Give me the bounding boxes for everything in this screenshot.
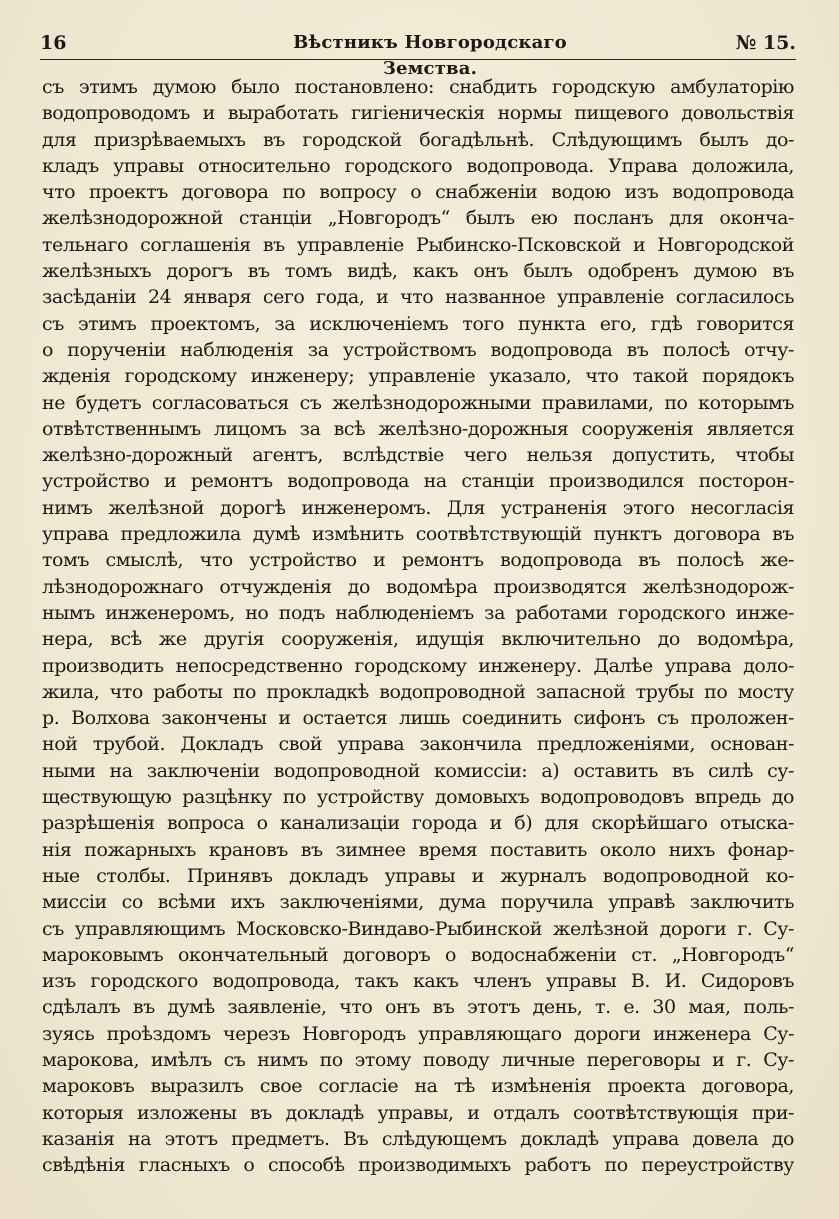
body-text [42, 74, 794, 1178]
text-line: нымъ инженеромъ, но подъ наблюденіемъ за работами городского инже- [42, 601, 794, 624]
text-line: которыя изложены въ докладѣ управы, и отдалъ соотвѣтствующія при- [42, 1101, 794, 1124]
text-line: томъ смыслѣ, что устройство и ремонтъ водопровода въ полосѣ же- [42, 549, 794, 572]
text-line: сдѣлалъ въ думѣ заявленіе, что онъ въ этотъ день, т. е. 30 мая, поль- [42, 996, 794, 1019]
text-line: мароковымъ окончательный договоръ о водоснабженіи ст. „Новгородъ“ [42, 943, 794, 966]
text-line: отвѣтственнымъ лицомъ за всѣ желѣзно-дорожныя сооруженія является [42, 417, 794, 440]
text-line: не будетъ согласоваться съ желѣзнодорожными правилами, по которымъ [42, 391, 794, 414]
text-line: управа предложила думѣ измѣнить соотвѣтствующій пунктъ договора въ [42, 523, 794, 546]
text-line: жила, что работы по прокладкѣ водопроводной запасной трубы по мосту [42, 680, 794, 703]
text-line: водопроводомъ и выработать гигіеническія нормы пищевого довольствія [42, 102, 794, 125]
page-number: 16 [40, 32, 67, 54]
text-line: марокова, имѣлъ съ нимъ по этому поводу личные переговоры и г. Су- [42, 1048, 794, 1071]
text-line: р. Волхова закончены и остается лишь соединить сифонъ съ проложен- [42, 707, 794, 730]
text-line: свѣдѣнія гласныхъ о способѣ производимыхъ работъ по переустройству [42, 1154, 794, 1177]
text-line: съ этимъ думою было постановлено: снабдить городскую амбулаторію [42, 76, 794, 98]
text-line: производить непосредственно городскому инженеру. Далѣе управа доло- [42, 654, 794, 677]
header-rule [40, 59, 796, 60]
text-line: что проектъ договора по вопросу о снабженіи водою изъ водопровода [42, 181, 794, 204]
text-line: зуясь проѣздомъ черезъ Новгородъ управляющаго дороги инженера Су- [42, 1022, 794, 1045]
text-line: нія пожарныхъ крановъ въ зимнее время поставить около нихъ фонар- [42, 838, 794, 861]
text-line: ной трубой. Докладъ свой управа закончила предложеніями, основан- [42, 733, 794, 756]
text-line: изъ городского водопровода, такъ какъ членъ управы В. И. Сидоровъ [42, 970, 794, 993]
running-title: Вѣстникъ Новгородскаго Земства. [293, 32, 567, 79]
text-line: ными на заключеніи водопроводной комиссіи: а) оставить въ силѣ су- [42, 759, 794, 782]
text-line: мароковъ выразилъ свое согласіе на тѣ измѣненія проекта договора, [42, 1075, 794, 1098]
text-line: засѣданіи 24 января сего года, и что названное управленіе согласилось [42, 286, 794, 309]
text-line: о порученіи наблюденія за устройствомъ водопровода въ полосѣ отчу- [42, 338, 794, 361]
text-line: разрѣшенія вопроса о канализаціи города и б) для скорѣйшаго отыска- [42, 812, 794, 835]
text-line: казанія на этотъ предметъ. Въ слѣдующемъ докладѣ управа довела до [42, 1127, 794, 1150]
text-line: съ управляющимъ Московско-Виндаво-Рыбинской желѣзной дороги г. Су- [42, 917, 794, 940]
text-line: устройство и ремонтъ водопровода на станціи производился посторон- [42, 470, 794, 493]
text-line: нимъ желѣзной дорогѣ инженеромъ. Для устраненія этого несогласія [42, 496, 794, 519]
text-line: тельнаго соглашенія въ управленіе Рыбинско-Псковской и Новгородской [42, 233, 794, 256]
text-line: кладъ управы относительно городского водопровода. Управа доложила, [42, 154, 794, 177]
text-line: ществующую разцѣнку по устройству домовыхъ водопроводовъ впредь до [42, 786, 794, 809]
page-header [40, 30, 796, 79]
text-line: съ этимъ проектомъ, за исключеніемъ того пункта его, гдѣ говорится [42, 312, 794, 335]
text-line: желѣзно-дорожный агентъ, вслѣдствіе чего нельзя допустить, чтобы [42, 444, 794, 467]
text-line: желѣзныхъ дорогъ въ томъ видѣ, какъ онъ былъ одобренъ думою въ [42, 260, 794, 283]
text-line: жденія городскому инженеру; управленіе указало, что такой порядокъ [42, 365, 794, 388]
text-line: для призрѣваемыхъ въ городской богадѣльнѣ. Слѣдующимъ былъ до- [42, 128, 794, 151]
text-line: лѣзнодорожнаго отчужденія до водомѣра производятся желѣзнодорож- [42, 575, 794, 598]
text-line: нера, всѣ же другія сооруженія, идущія включительно до водомѣра, [42, 628, 794, 651]
text-line: ные столбы. Принявъ докладъ управы и журналъ водопроводной ко- [42, 864, 794, 887]
text-line: желѣзнодорожной станціи „Новгородъ“ былъ ею посланъ для оконча- [42, 207, 794, 230]
issue-number: № 15. [735, 32, 796, 54]
text-line: миссіи со всѣми ихъ заключеніями, дума поручила управѣ заключить [42, 891, 794, 914]
